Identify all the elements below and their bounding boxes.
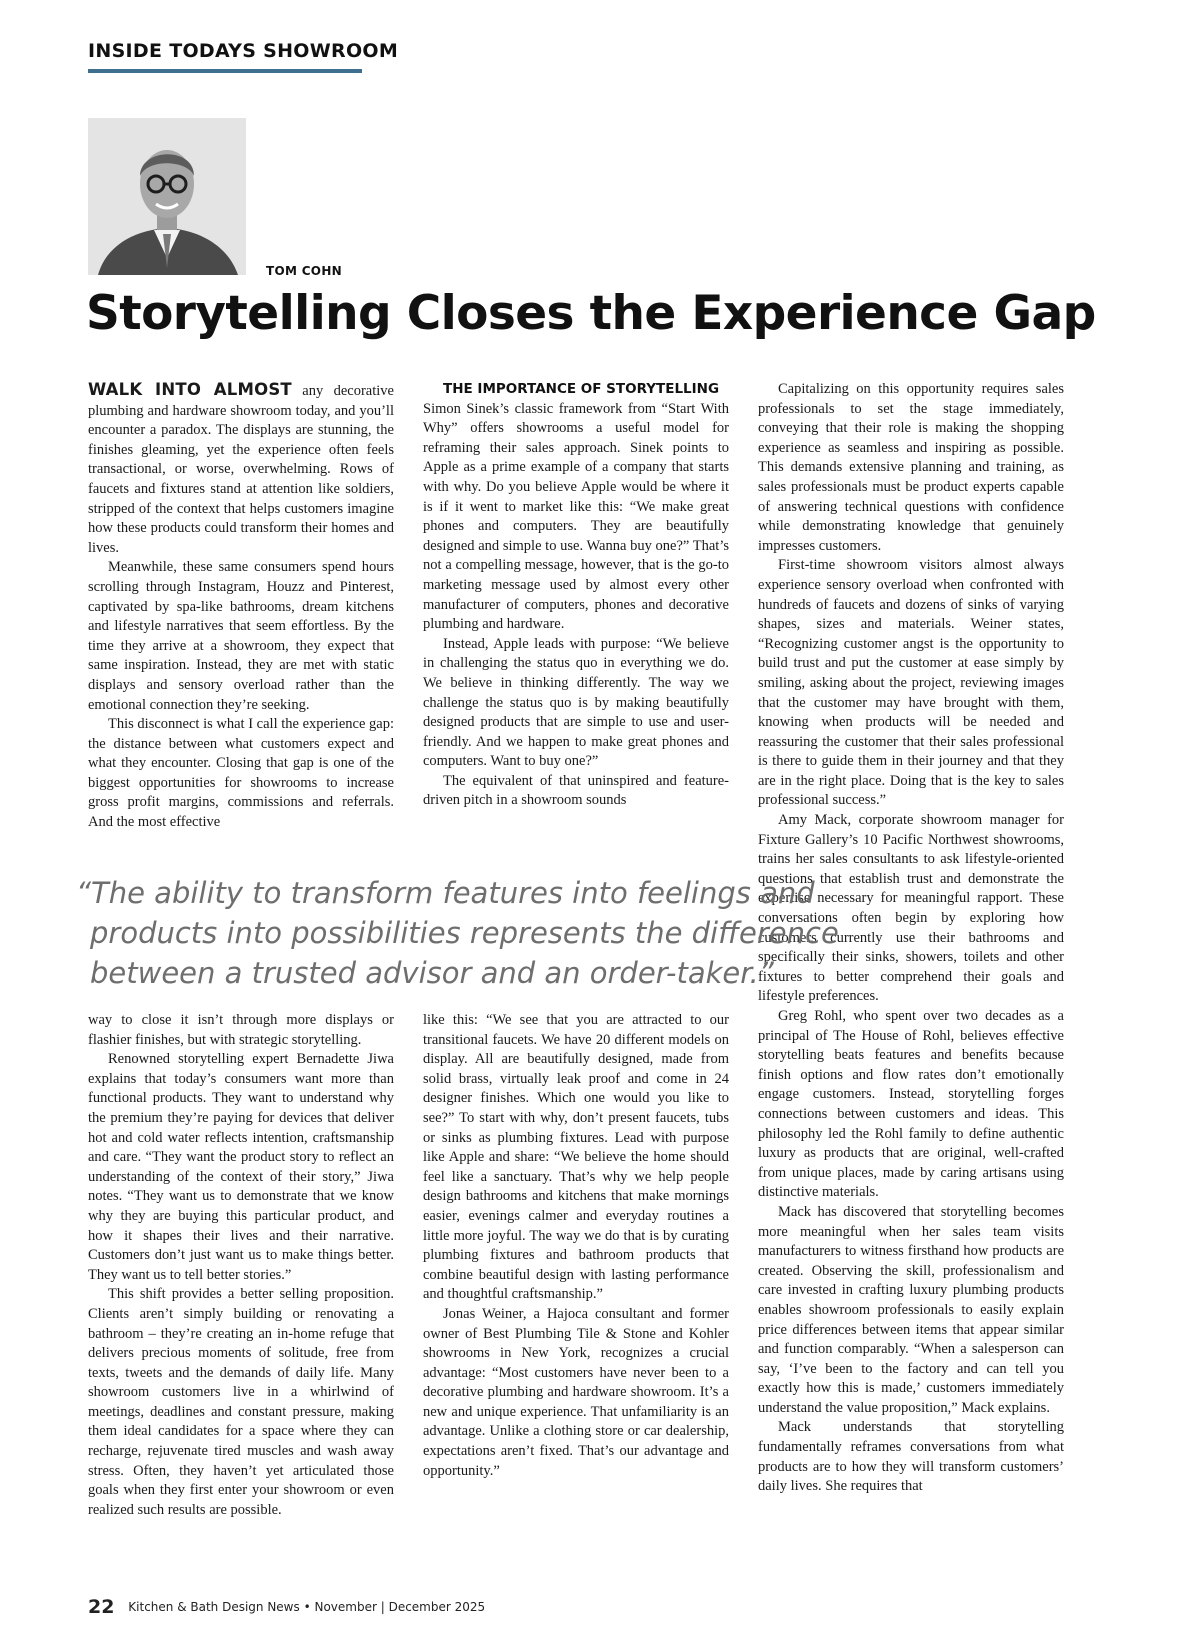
column-1-bottom: [88, 1011, 394, 1520]
column-2-top: [423, 380, 729, 811]
paragraph: Greg Rohl, who spent over two decades as a principal of The House of Rohl, believes effective storytelling beats features and benefits because finish options and flow rates don’t emotionally engage customers. Instead, storytelling forges connections between customers and ideas. This philosophy led the Rohl family to define authentic luxury as products that are original, well-crafted from unique places, made by caring artisans using distinctive materials.: [758, 1008, 1064, 1201]
author-byline: TOM COHN: [266, 264, 342, 278]
paragraph: Simon Sinek’s classic framework from “Start With Why” offers showrooms a useful model for reframing their sales approach. Sinek points to Apple as a prime example of a company that starts with why. Do you believe Apple would be where it is if it went to market like this: “We make great phones and computers. They are beautifully designed and simple to use. Wanna buy one?” That’s not a compelling message, however, that is the go-to marketing message used by almost every other manufacturer of computers, phones and decorative plumbing and hardware.: [423, 400, 729, 633]
column-1-top: [88, 380, 394, 833]
footer-separator: •: [303, 1600, 311, 1614]
pull-quote: [76, 873, 839, 993]
pull-quote-line: products into possibilities represents the difference: [90, 916, 839, 950]
page-number: 22: [88, 1596, 115, 1618]
pull-quote-line: “The ability to transform features into feelings and: [76, 876, 815, 910]
lead-in: WALK INTO ALMOST: [88, 380, 292, 399]
paragraph: Meanwhile, these same consumers spend hours scrolling through Instagram, Houzz and Pinterest, captivated by spa-like bathrooms, dream kitchens and lifestyle narratives that seem effortless. By the time they arrive at a showroom, they expect that same inspiration. Instead, they are met with static displays and sensory overload rather than the emotional connection they’re seeking.: [88, 559, 394, 713]
paragraph: Jonas Weiner, a Hajoca consultant and former owner of Best Plumbing Tile & Stone and Kohler showrooms in New York, recognizes a crucial advantage: “Most customers have never been to a decorative plumbing and hardware showroom. It’s a new and unique experience. That unfamiliarity is an advantage. Unlike a clothing store or car dealership, expectations aren’t fixed. That’s our advantage and opportunity.”: [423, 1305, 729, 1479]
subheading: THE IMPORTANCE OF STORYTELLING: [443, 381, 720, 397]
section-label: INSIDE TODAYS SHOWROOM: [88, 40, 399, 62]
column-2-bottom: [423, 1011, 729, 1481]
lead-paragraph-text: any decorative plumbing and hardware showroom today, and you’ll encounter a paradox. The displays are stunning, the finishes gleaming, yet the experience often feels transactional, or worse, overwhelming. Rows of faucets and fixtures stand at attention like soldiers, stripped of the context that helps customers imagine how these products could transform their homes and lives.: [88, 383, 394, 556]
page-footer: [88, 1596, 485, 1618]
paragraph: The equivalent of that uninspired and feature-driven pitch in a showroom sounds: [423, 772, 729, 809]
article-headline: Storytelling Closes the Experience Gap: [86, 286, 1096, 341]
paragraph: Mack has discovered that storytelling becomes more meaningful when her sales team visits manufacturers to witness firsthand how products are created. Observing the skill, professionalism and care invested in crafting luxury plumbing products enables showroom professionals to easily explain price differences between items that appear similar and function comparably. “When a salesperson can say, ‘I’ve been to the factory and can tell you exactly how this is made,’ customers immediately understand the value proposition,” Mack explains.: [758, 1203, 1064, 1416]
issue-date: November | December 2025: [314, 1600, 486, 1614]
author-photo: [88, 118, 246, 275]
paragraph: Instead, Apple leads with purpose: “We believe in challenging the status quo in everything we do. We believe in thinking differently. The way we challenge the status quo is by making beautifully designed products that are simple to use and user-friendly. And we happen to make great phones and computers. Want to buy one?”: [423, 635, 729, 770]
lead-paragraph: [88, 380, 394, 558]
paragraph: This disconnect is what I call the experience gap: the distance between what customers expect and what they encounter. Closing that gap is one of the biggest opportunities for showrooms to increase gross profit margins, commissions and referrals. And the most effective: [88, 716, 394, 831]
paragraph: Mack understands that storytelling fundamentally reframes conversations from what products are to how they will transform customers’ daily lives. She requires that: [758, 1419, 1064, 1495]
paragraph: like this: “We see that you are attracted to our transitional faucets. We have 20 different models on display. All are beautifully designed, made from solid brass, virtually leak proof and come in 24 designer finishes. Which one would you like to see?” To start with why, don’t present faucets, tubs or sinks as plumbing fixtures. Lead with purpose like Apple and share: “We believe the home should feel like a sanctuary. That’s why we help people design bathrooms and kitchens that make mornings easier, evenings calmer and everyday routines a little more joyful. The way we do that is by curating plumbing fixtures and bathroom products that combine beautiful design with lasting performance and thoughtful craftsmanship.”: [423, 1012, 729, 1303]
paragraph: First-time showroom visitors almost always experience sensory overload when confronted with hundreds of faucets and dozens of sinks of varying shapes, sizes and materials. Weiner states, “Recognizing customer angst is the opportunity to build trust and put the customer at ease simply by smiling, asking about the project, reviewing images that the customer may have brought with them, knowing when products will be needed and reassuring the customer that their sales professional is there to guide them in their journey and that they are in the right place. Doing that is the key to sales professional success.”: [758, 557, 1064, 809]
publication-name: Kitchen & Bath Design News: [128, 1600, 300, 1614]
author-portrait-icon: [88, 118, 246, 275]
pull-quote-line: between a trusted advisor and an order-taker.”: [90, 956, 774, 990]
paragraph: Amy Mack, corporate showroom manager for Fixture Gallery’s 10 Pacific Northwest showrooms, trains her sales consultants to ask lifestyle-oriented questions that establish trust and demonstrate the expertise necessary for meaningful rapport. These conversations often begin by exploring how customers currently use their bathrooms and specifically their sinks, showers, toilets and other fixtures to better comprehend their goals and lifestyle preferences.: [758, 812, 1064, 1005]
paragraph: Renowned storytelling expert Bernadette Jiwa explains that today’s consumers want more than functional products. They want to understand why the premium they’re paying for devices that deliver hot and cold water reflects intention, craftsmanship and care. “They want the product story to reflect an understanding of the context of their story,” Jiwa notes. “They want us to demonstrate that we know why they are buying this particular product, and how it shapes their lives and their narrative. Customers don’t just want us to make things better. They want us to tell better stories.”: [88, 1051, 394, 1283]
paragraph: Capitalizing on this opportunity requires sales professionals to set the stage immediately, conveying that their role is making the shopping experience as seamless and inspiring as possible. This demands extensive planning and training, as sales professionals must be product experts capable of answering technical questions with confidence while demonstrating knowledge that genuinely impresses customers.: [758, 381, 1064, 554]
paragraph: way to close it isn’t through more displays or flashier finishes, but with strategic storytelling.: [88, 1012, 394, 1048]
section-rule: [88, 69, 362, 73]
paragraph: This shift provides a better selling proposition. Clients aren’t simply building or renovating a bathroom – they’re creating an in-home refuge that delivers precious moments of solitude, free from texts, tweets and the demands of daily life. Many showroom customers live in a whirlwind of meetings, deadlines and constant pressure, making them ideal candidates for a space where they can recharge, rejuvenate tired muscles and wash away stress. Often, they haven’t yet articulated those goals when they first enter your showroom or even realized such results are possible.: [88, 1286, 394, 1518]
